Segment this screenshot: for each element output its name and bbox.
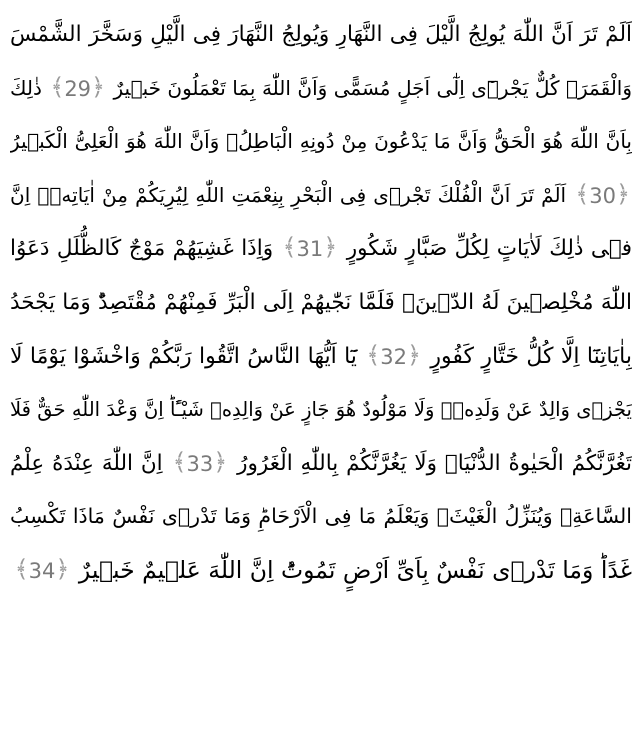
verse-text: تَغُرَّنَّكُمُ الْحَيٰوةُ الدُّنْيَاٙ وَلَا يَغُرَّنَّكُمْ بِاللّٰهِ الْغَرُورُ — [237, 450, 632, 476]
verse-line — [10, 169, 632, 223]
verse-line — [10, 490, 632, 544]
verse-text: وَالْقَمَرَؗ كُلٌّ يَجْرٖٓى اِلٰٓى اَجَلٍ مُسَمًّى وَاَنَّ اللّٰهَ بِمَا تَعْمَلُونَ خَبٖيرٌ — [113, 75, 632, 100]
verse-text: اِنَّ اللّٰهَ عِنْدَهُ عِلْمُ — [10, 450, 163, 476]
ayah-number-marker: ﴾ 30 ﴿ — [577, 182, 628, 210]
verse-line — [10, 222, 632, 276]
verse-line — [10, 383, 632, 437]
verse-text: السَّاعَةِۚ وَيُنَزِّلُ الْغَيْثَۚ وَيَعْلَمُ مَا فِى الْاَرْحَامِؕ وَمَا تَدْرٖى نَفْسٌ مَاذَا تَكْسِبُ — [10, 504, 632, 529]
verse-line — [10, 115, 632, 169]
verse-text: بِاَنَّ اللّٰهَ هُوَ الْحَقُّ وَاَنَّ مَا يَدْعُونَ مِنْ دُونِهِ الْبَاطِلُۙ وَاَنَّ اللّٰهَ هُوَ الْعَلِىُّ الْكَبٖيرُ — [10, 129, 632, 154]
ayah-number-marker: ﴾ 31 ﴿ — [285, 235, 336, 263]
verse-text: اللّٰهَ مُخْلِصٖينَ لَهُ الدّٖينَۚ فَلَمَّا نَجّٰيهُمْ اِلَى الْبَرِّ فَمِنْهُمْ مُقْتَصِدٌؕ وَمَا يَجْحَدُ — [10, 289, 632, 315]
ayah-number-marker: ﴾ 34 ﴿ — [17, 557, 68, 585]
verse-text: اَلَمْ تَرَ اَنَّ اللّٰهَ يُولِجُ الَّيْلَ فِى النَّهَارِ وَيُولِجُ النَّهَارَ فِى الَّيْلِ وَسَخَّرَ الشَّمْسَ — [10, 22, 632, 47]
verse-line — [10, 8, 632, 62]
verse-text: اَلَمْ تَرَ اَنَّ الْفُلْكَ تَجْرٖى فِى الْبَحْرِ بِنِعْمَتِ اللّٰهِ لِيُرِيَكُمْ مِنْ اٰيَاتِهٖۜ اِنَّ — [10, 182, 567, 207]
ayah-number-marker: ﴾ 32 ﴿ — [368, 343, 419, 371]
verse-text: يَجْزٖى وَالِدٌ عَنْ وَلَدِهٖۘ وَلَا مَوْلُودٌ هُوَ جَازٍ عَنْ وَالِدِهٖ شَيْـًٔاؕ اِنَّ وَعْدَ اللّٰهِ حَقٌّ فَلَا — [10, 398, 632, 422]
verse-line — [10, 62, 632, 116]
verse-line — [10, 276, 632, 330]
verse-text: فٖى ذٰلِكَ لَاٰيَاتٍ لِكُلِّ صَبَّارٍ شَكُورٍ — [346, 236, 632, 262]
ayah-number-marker: ﴾ 33 ﴿ — [175, 450, 226, 478]
verse-line — [10, 544, 632, 598]
verse-text: ذٰلِكَ — [10, 75, 42, 100]
verse-text: وَاِذَا غَشِيَهُمْ مَوْجٌ كَالظُّلَلِ دَعَوُا — [10, 236, 274, 262]
verse-line — [10, 437, 632, 491]
verse-line — [10, 330, 632, 384]
verse-text: يَٓا اَيُّهَا النَّاسُ اتَّقُوا رَبَّكُمْ وَاخْشَوْا يَوْمًا لَا — [10, 343, 357, 369]
verse-text: غَدًاؕ وَمَا تَدْرٖى نَفْسٌ بِاَىِّ اَرْضٍ تَمُوتُؕ اِنَّ اللّٰهَ عَلٖيمٌ خَبٖيرٌ — [78, 555, 632, 584]
verse-text: بِاٰيَاتِنَٓا اِلَّا كُلُّ خَتَّارٍ كَفُورٍ — [430, 343, 632, 369]
ayah-number-marker: ﴾ 29 ﴿ — [52, 75, 103, 103]
